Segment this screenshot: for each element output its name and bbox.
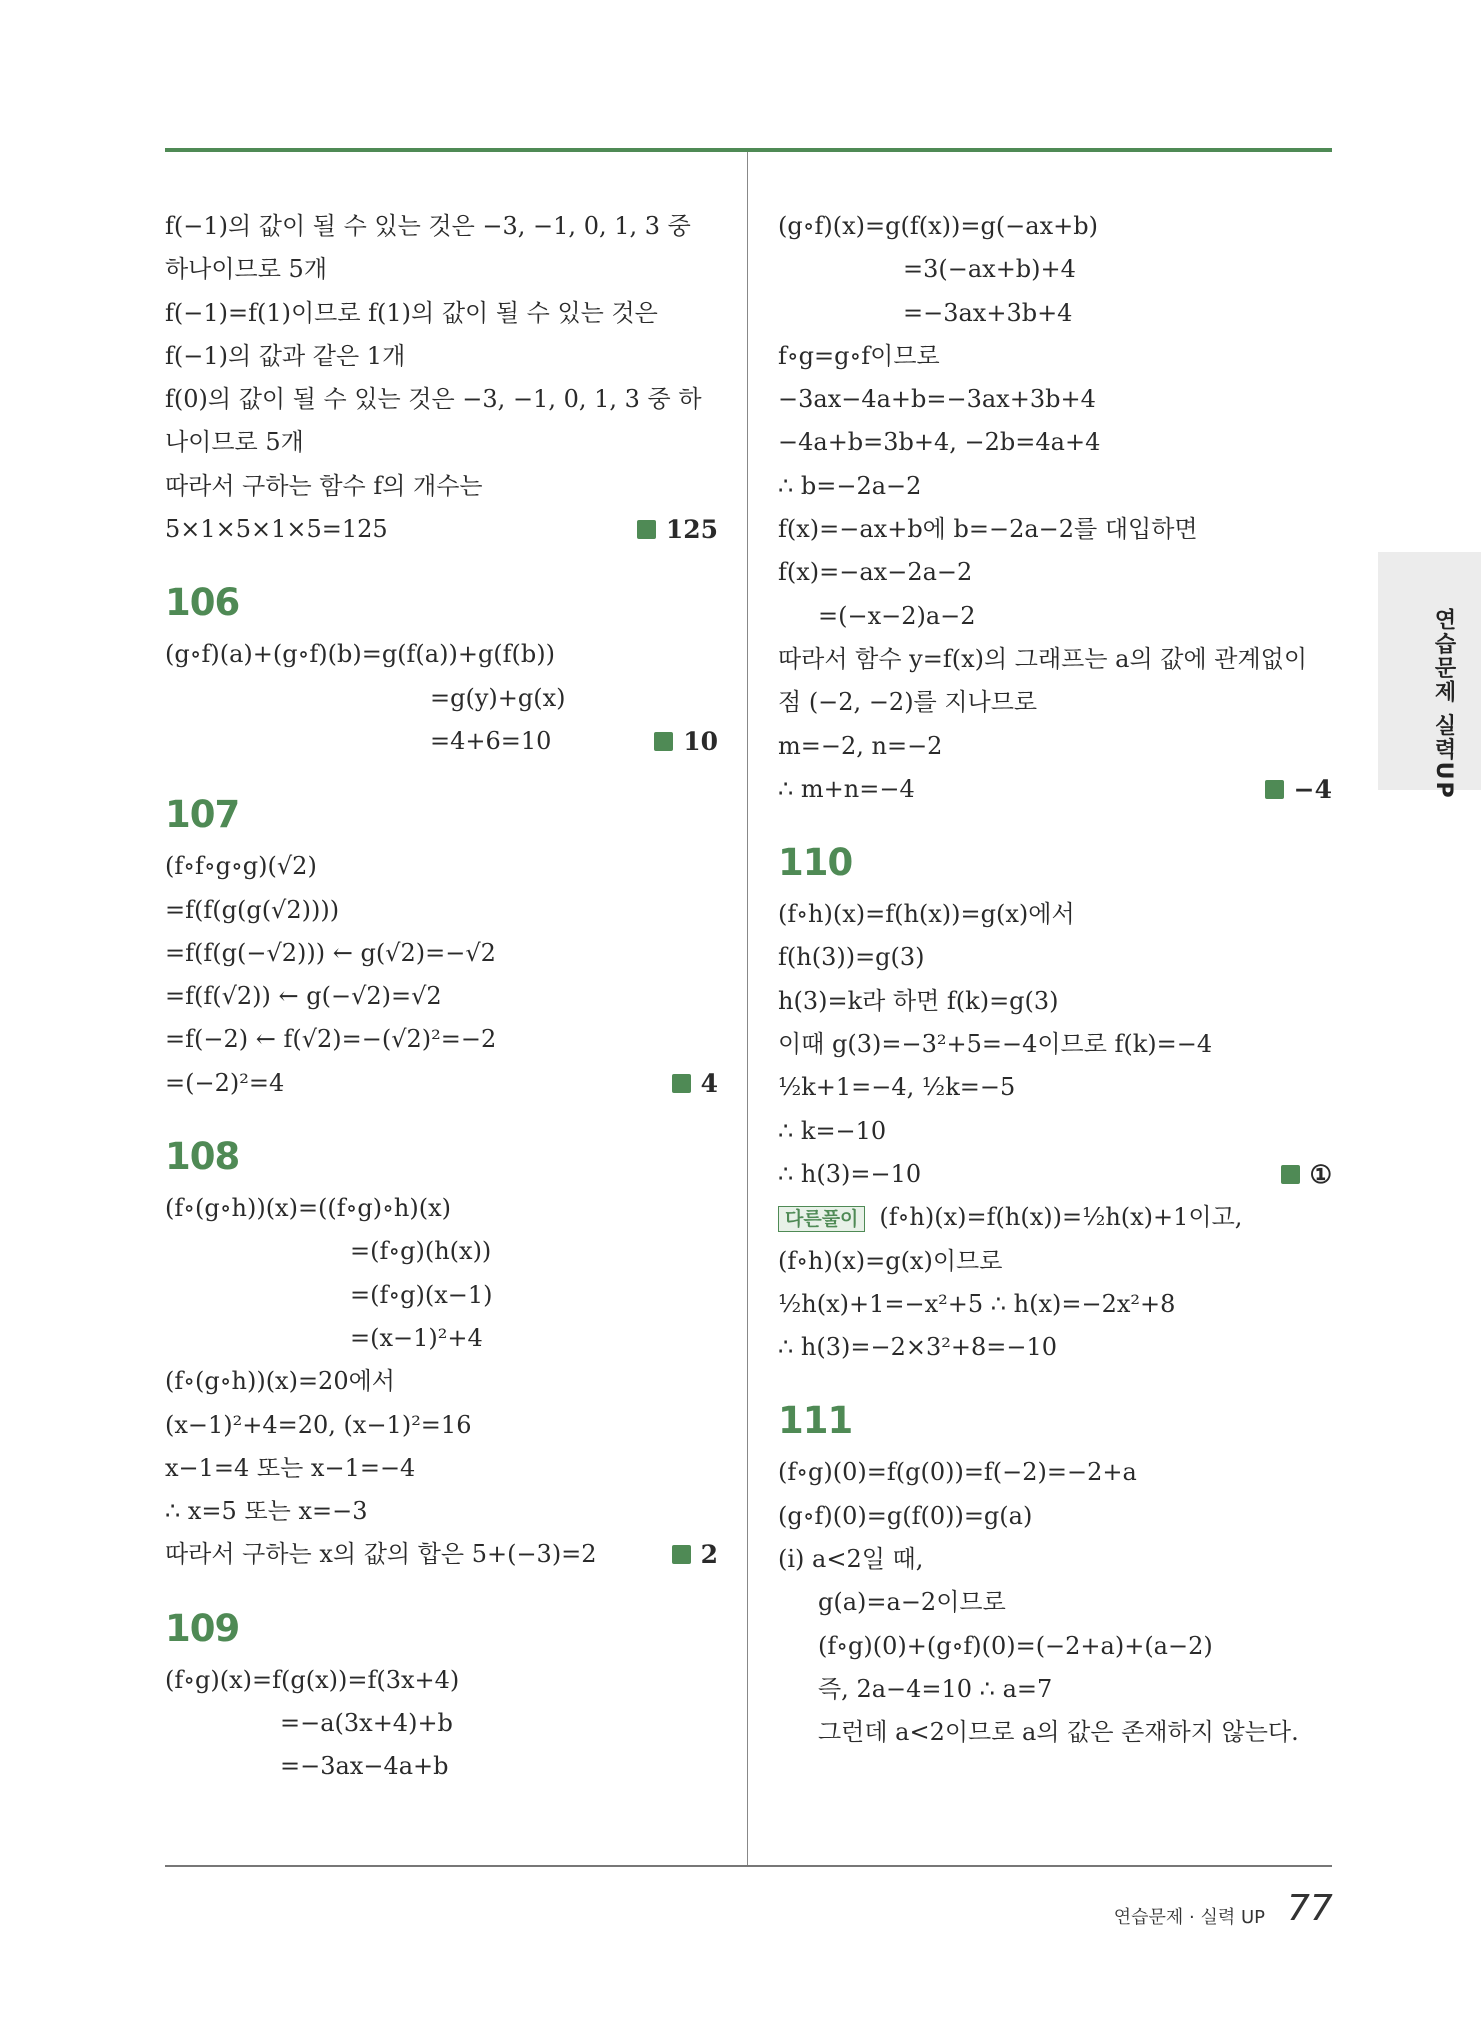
solution-line [165,1187,718,1230]
answer-mark [672,1533,718,1576]
solution-text: =(x−1)²+4 [350,1323,483,1352]
solution-text: (f∘g)(0)=f(g(0))=f(−2)=−2+a [778,1458,1137,1487]
solution-line [778,1196,1332,1239]
solution-line [778,1023,1332,1066]
answer-icon [654,732,673,751]
solution-line [165,677,718,720]
solution-text: 점 (−2, −2)를 지나므로 [778,688,1038,717]
solution-line [165,1230,718,1273]
solution-text: =f(f(g(g(√2)))) [165,895,340,924]
solution-text: ∴ h(3)=−2×3²+8=−10 [778,1333,1057,1362]
solution-line [778,1451,1332,1494]
problem-number: 109 [165,1606,240,1650]
answer-value: ① [1309,1159,1332,1189]
solution-line [165,1404,718,1447]
answer-value: −4 [1293,774,1332,804]
problem-number: 108 [165,1135,240,1179]
solution-text: (f∘(g∘h))(x)=20에서 [165,1367,395,1396]
solution-text: f(−1)의 값이 될 수 있는 것은 −3, −1, 0, 1, 3 중 [165,212,691,240]
solution-text: =f(−2) ← f(√2)=−(√2)²=−2 [165,1025,497,1054]
solution-line [165,1533,718,1576]
solution-line [778,292,1332,335]
solution-line [778,893,1332,936]
solution-line [165,508,718,551]
solution-text: 이때 g(3)=−3²+5=−4이므로 f(k)=−4 [778,1030,1213,1059]
solution-text: (x−1)²+4=20, (x−1)²=16 [165,1410,472,1439]
alt-solution-tag: 다른풀이 [778,1206,865,1232]
solution-text: f(−1)=f(1)이므로 f(1)의 값이 될 수 있는 것은 [165,298,658,327]
problem-number: 110 [778,841,853,885]
solution-text: (f∘(g∘h))(x)=((f∘g)∘h)(x) [165,1194,452,1223]
solution-line [778,248,1332,291]
footer-section-label: 연습문제 · 실력 UP [1113,1907,1265,1928]
footer-rule [165,1865,1332,1867]
solution-line [165,292,718,335]
answer-icon [672,1545,691,1564]
answer-value: 125 [665,515,718,545]
left-column [165,205,718,1789]
solution-line [165,1317,718,1360]
solution-line [165,465,718,508]
answer-value: 2 [700,1540,718,1570]
answer-mark [672,1062,718,1105]
side-tab-label: 연습문제 실력UP [1431,608,1456,800]
solution-line [778,768,1332,811]
solution-text: f∘g=g∘f이므로 [778,341,940,370]
solution-text: h(3)=k라 하면 f(k)=g(3) [778,986,1059,1015]
solution-line [778,465,1332,508]
solution-line [778,1668,1332,1711]
solution-text: 따라서 구하는 x의 값의 합은 5+(−3)=2 [165,1540,597,1569]
solution-text: f(−1)의 값과 같은 1개 [165,341,406,370]
solution-text: ∴ b=−2a−2 [778,471,922,500]
solution-text: −3ax−4a+b=−3ax+3b+4 [778,385,1096,414]
header-rule [165,148,1332,152]
solution-line [165,1659,718,1702]
solution-text: =(f∘g)(h(x)) [350,1237,492,1266]
solution-text: (f∘g)(0)+(g∘f)(0)=(−2+a)+(a−2) [818,1631,1213,1660]
answer-value: 10 [683,726,718,756]
solution-text: f(x)=−ax−2a−2 [778,558,973,587]
answer-mark [637,508,718,551]
solution-text: g(a)=a−2이므로 [818,1588,1006,1617]
solution-line [778,1240,1332,1283]
solution-line [165,633,718,676]
answer-icon [672,1074,691,1093]
solution-text: =3(−ax+b)+4 [903,255,1076,284]
solution-line [165,335,718,378]
solution-line [778,638,1332,681]
column-divider [747,152,748,1865]
solution-line [778,1625,1332,1668]
solution-text: =4+6=10 [430,726,552,755]
solution-line [165,248,718,291]
solution-line [778,681,1332,724]
solution-line [778,595,1332,638]
solution-line [778,1153,1332,1196]
solution-text: =f(f(√2)) ← g(−√2)=√2 [165,982,442,1011]
solution-line [165,975,718,1018]
solution-text: m=−2, n=−2 [778,731,943,760]
solution-line [778,378,1332,421]
solution-text: 그런데 a<2이므로 a의 값은 존재하지 않는다. [818,1718,1299,1747]
solution-text: 하나이므로 5개 [165,255,328,284]
solution-text: (f∘g)(x)=f(g(x))=f(3x+4) [165,1665,460,1694]
solution-text: ∴ k=−10 [778,1116,887,1145]
solution-line [165,378,718,421]
solution-text: ½k+1=−4, ½k=−5 [778,1073,1016,1102]
solution-text: (f∘f∘g∘g)(√2) [165,852,317,881]
solution-text: 따라서 함수 y=f(x)의 그래프는 a의 값에 관계없이 [778,644,1308,673]
solution-text: ∴ m+n=−4 [778,774,915,803]
solution-text: (i) a<2일 때, [778,1545,924,1574]
solution-text: f(x)=−ax+b에 b=−2a−2를 대입하면 [778,515,1198,544]
solution-text: =f(f(g(−√2))) ← g(√2)=−√2 [165,938,496,967]
solution-text: =−a(3x+4)+b [280,1709,453,1738]
solution-line [778,1495,1332,1538]
answer-icon [1265,780,1284,799]
right-column [778,205,1332,1755]
solution-line [778,1110,1332,1153]
solution-line [165,932,718,975]
solution-line [778,1711,1332,1754]
solution-line [165,421,718,464]
solution-text: 나이므로 5개 [165,428,304,457]
solution-line [165,1062,718,1105]
solution-line [165,1702,718,1745]
solution-line [778,335,1332,378]
solution-line [778,1283,1332,1326]
solution-text: =(f∘g)(x−1) [350,1280,493,1309]
solution-line [778,551,1332,594]
problem-number: 111 [778,1399,853,1443]
solution-text: =−3ax+3b+4 [903,298,1073,327]
solution-text: =(−x−2)a−2 [818,601,976,630]
solution-line [165,1018,718,1061]
solution-line [165,1360,718,1403]
solution-line [778,1538,1332,1581]
solution-line [778,508,1332,551]
page-number: 77 [1287,1888,1333,1929]
solution-text: (g∘f)(x)=g(f(x))=g(−ax+b) [778,212,1098,240]
solution-text: (g∘f)(0)=g(f(0))=g(a) [778,1501,1033,1530]
solution-line [778,725,1332,768]
solution-line [778,205,1332,248]
solution-line [165,205,718,248]
solution-text: =−3ax−4a+b [280,1752,449,1781]
solution-line [778,980,1332,1023]
solution-line [778,936,1332,979]
answer-mark [654,720,718,763]
solution-text: ∴ h(3)=−10 [778,1159,922,1188]
answer-icon [1281,1165,1300,1184]
solution-text: (f∘h)(x)=g(x)이므로 [778,1246,1003,1275]
solution-text: (f∘h)(x)=f(h(x))=g(x)에서 [778,900,1075,929]
solution-line [165,889,718,932]
solution-line [778,421,1332,464]
answer-mark [1265,768,1332,811]
solution-line [778,1066,1332,1109]
solution-line [165,1490,718,1533]
solution-text: ∴ x=5 또는 x=−3 [165,1497,368,1526]
solution-text: =g(y)+g(x) [430,683,566,712]
solution-text: =(−2)²=4 [165,1068,285,1097]
solution-line [165,1274,718,1317]
solution-text: 따라서 구하는 함수 f의 개수는 [165,471,483,500]
problem-number: 106 [165,581,240,625]
problem-number: 107 [165,793,240,837]
solution-line [778,1326,1332,1369]
solution-line [778,1581,1332,1624]
solution-text: x−1=4 또는 x−1=−4 [165,1453,416,1482]
solution-line [165,1745,718,1788]
answer-mark [1281,1153,1332,1196]
solution-text: ½h(x)+1=−x²+5 ∴ h(x)=−2x²+8 [778,1289,1176,1318]
solution-text: f(h(3))=g(3) [778,943,925,972]
answer-icon [637,520,656,539]
solution-text: (g∘f)(a)+(g∘f)(b)=g(f(a))+g(f(b)) [165,640,555,669]
solution-text: 5×1×5×1×5=125 [165,515,388,544]
solution-line [165,720,718,763]
solution-line [165,845,718,888]
solution-line [165,1447,718,1490]
answer-value: 4 [700,1068,718,1098]
solution-text: 즉, 2a−4=10 ∴ a=7 [818,1674,1053,1703]
solution-text: f(0)의 값이 될 수 있는 것은 −3, −1, 0, 1, 3 중 하 [165,385,702,414]
solution-text: (f∘h)(x)=f(h(x))=½h(x)+1이고, [879,1203,1243,1232]
solution-text: −4a+b=3b+4, −2b=4a+4 [778,428,1101,457]
